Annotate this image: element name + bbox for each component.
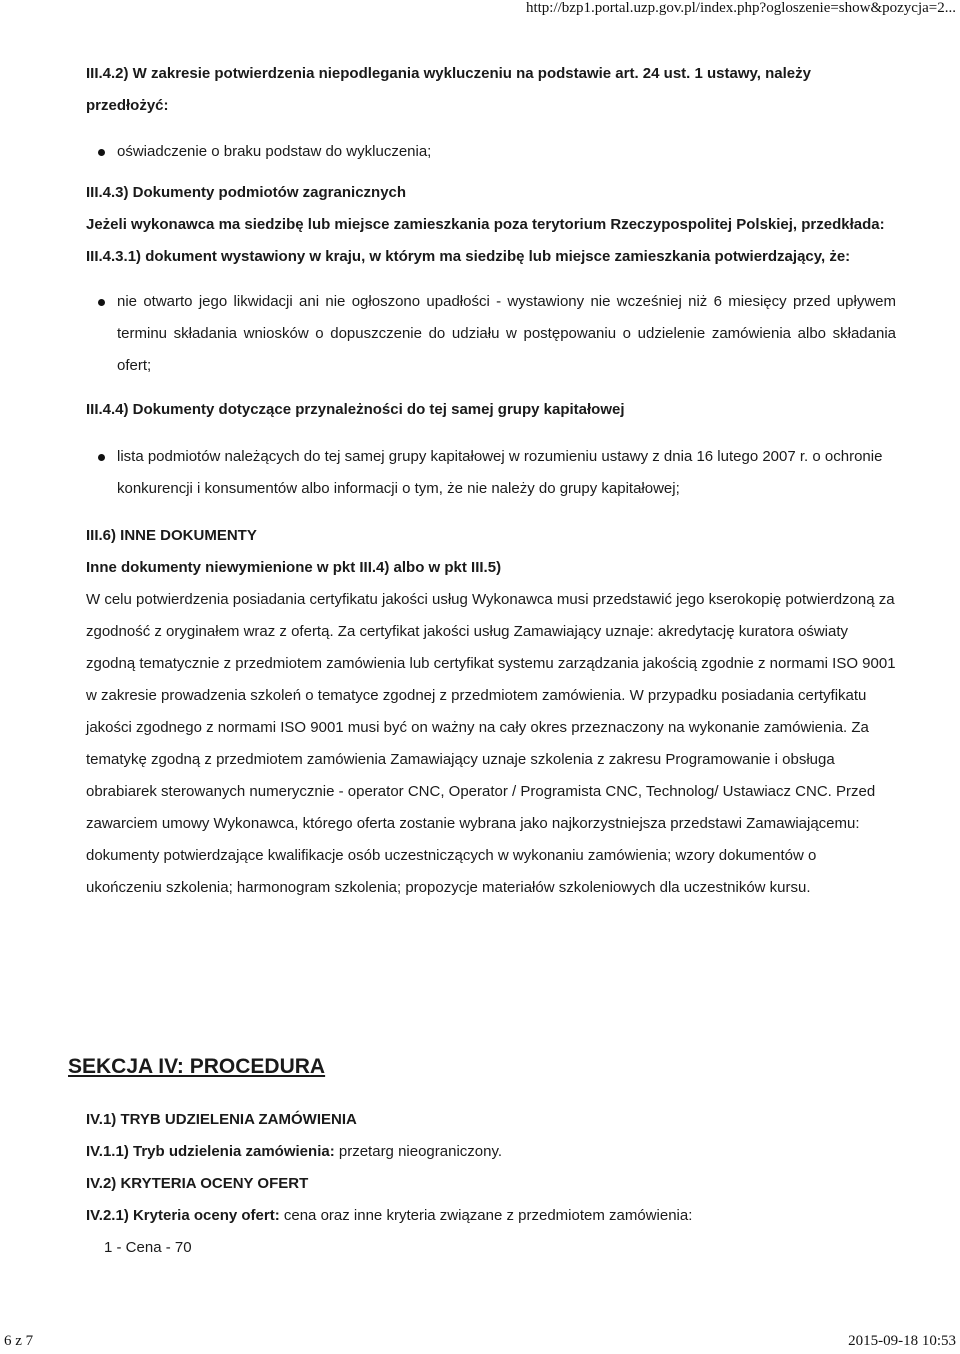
bullet-icon (98, 149, 105, 156)
iv-2-1-value: cena oraz inne kryteria związane z przedmiotem zamówienia: (283, 1207, 693, 1224)
bullet-list (86, 441, 896, 505)
section-iii-4-3-1-title: III.4.3.1) dokument wystawiony w kraju, w którym ma siedzibę lub miejsce zamieszkania potwierdzający, że: (86, 248, 851, 265)
document-body (86, 58, 896, 904)
list-item (86, 286, 896, 382)
list-item (86, 136, 896, 168)
iv-2-title: IV.2) KRYTERIA OCENY OFERT (86, 1175, 309, 1192)
iv-1-1-label: IV.1.1) Tryb udzielenia zamówienia: (86, 1143, 335, 1160)
print-header-url: http://bzp1.portal.uzp.gov.pl/index.php?ogloszenie=show&pozycja=2... (525, 0, 956, 16)
list-item-text: lista podmiotów należących do tej samej grupy kapitałowej w rozumieniu ustawy z dnia 16 lutego 2007 r. o ochronie konkurencji i konsumentów albo informacji o tym, że nie należy do grupy kapitałowej; (117, 448, 883, 497)
sekcja-iv-title: SEKCJA IV: PROCEDURA (68, 1055, 326, 1078)
section-iii-4-2-title: III.4.2) W zakresie potwierdzenia niepodlegania wykluczeniu na podstawie art. 24 ust. 1 ustawy, należy przedłożyć: (86, 65, 811, 114)
section-iii-4-3-intro: Jeżeli wykonawca ma siedzibę lub miejsce zamieszkania poza terytorium Rzeczypospolitej Polskiej, przedkłada: (86, 216, 885, 233)
bullet-list (86, 286, 896, 382)
section-iii-6-body: W celu potwierdzenia posiadania certyfikatu jakości usług Wykonawca musi przedstawić jego kserokopię potwierdzoną za zgodność z oryginałem wraz z ofertą. Za certyfikat jakości usług Zamawiający uznaje: akredytację kuratora oświaty zgodną tematycznie z przedmiotem zamówienia lub certyfikat systemu zarządzania jakością zgodnie z normami ISO 9001 w zakresie prowadzenia szkoleń o tematyce zgodnej z przedmiotem zamówienia. W przypadku posiadania certyfikatu jakości zgodnego z normami ISO 9001 musi być on ważny na cały okres przeznaczony na wykonanie zamówienia. Za tematykę zgodną z przedmiotem zamówienia Zamawiający uznaje szkolenia z zakresu Programowanie i obsługa obrabiarek sterowanych numerycznie - operator CNC, Operator / Programista CNC, Technolog/ Ustawiacz CNC. Przed zawarciem umowy Wykonawca, którego oferta zostanie wybrana jako najkorzystniejsza przedstawi Zamawiającemu: dokumenty potwierdzające kwalifikacje osób uczestniczących w wykonaniu zamówienia; wzory dokumentów o ukończeniu szkolenia; harmonogram szkolenia; propozycje materiałów szkoleniowych dla uczestników kursu. (86, 591, 896, 896)
list-item-text: oświadczenie o braku podstaw do wykluczenia; (117, 143, 432, 160)
print-datetime: 2015-09-18 10:53 (848, 1333, 956, 1349)
iv-1-1-value: przetarg nieograniczony. (338, 1143, 503, 1160)
iv-2-1-row (86, 1200, 896, 1232)
sekcja-iv-body (86, 1104, 896, 1264)
section-iii-6-subtitle: Inne dokumenty niewymienione w pkt III.4) albo w pkt III.5) (86, 559, 502, 576)
bullet-list (86, 136, 896, 168)
bullet-icon (98, 454, 105, 461)
bullet-icon (98, 299, 105, 306)
section-iii-4-4-title: III.4.4) Dokumenty dotyczące przynależności do tej samej grupy kapitałowej (86, 401, 625, 418)
section-iii-6-title: III.6) INNE DOKUMENTY (86, 527, 257, 544)
iv-1-1-row (86, 1136, 896, 1168)
section-iii-4-3-title: III.4.3) Dokumenty podmiotów zagranicznych (86, 184, 407, 201)
criterion-item: 1 - Cena - 70 (104, 1239, 192, 1256)
list-item (86, 441, 896, 505)
list-item-text: nie otwarto jego likwidacji ani nie ogłoszono upadłości - wystawiony nie wcześniej niż 6 miesięcy przed upływem terminu składania wniosków o dopuszczenie do udziału w postępowaniu o udzielenie zamówienia albo składania ofert; (117, 293, 896, 374)
iv-2-1-label: IV.2.1) Kryteria oceny ofert: (86, 1207, 280, 1224)
iv-1-title: IV.1) TRYB UDZIELENIA ZAMÓWIENIA (86, 1111, 357, 1128)
page-number: 6 z 7 (4, 1333, 34, 1349)
